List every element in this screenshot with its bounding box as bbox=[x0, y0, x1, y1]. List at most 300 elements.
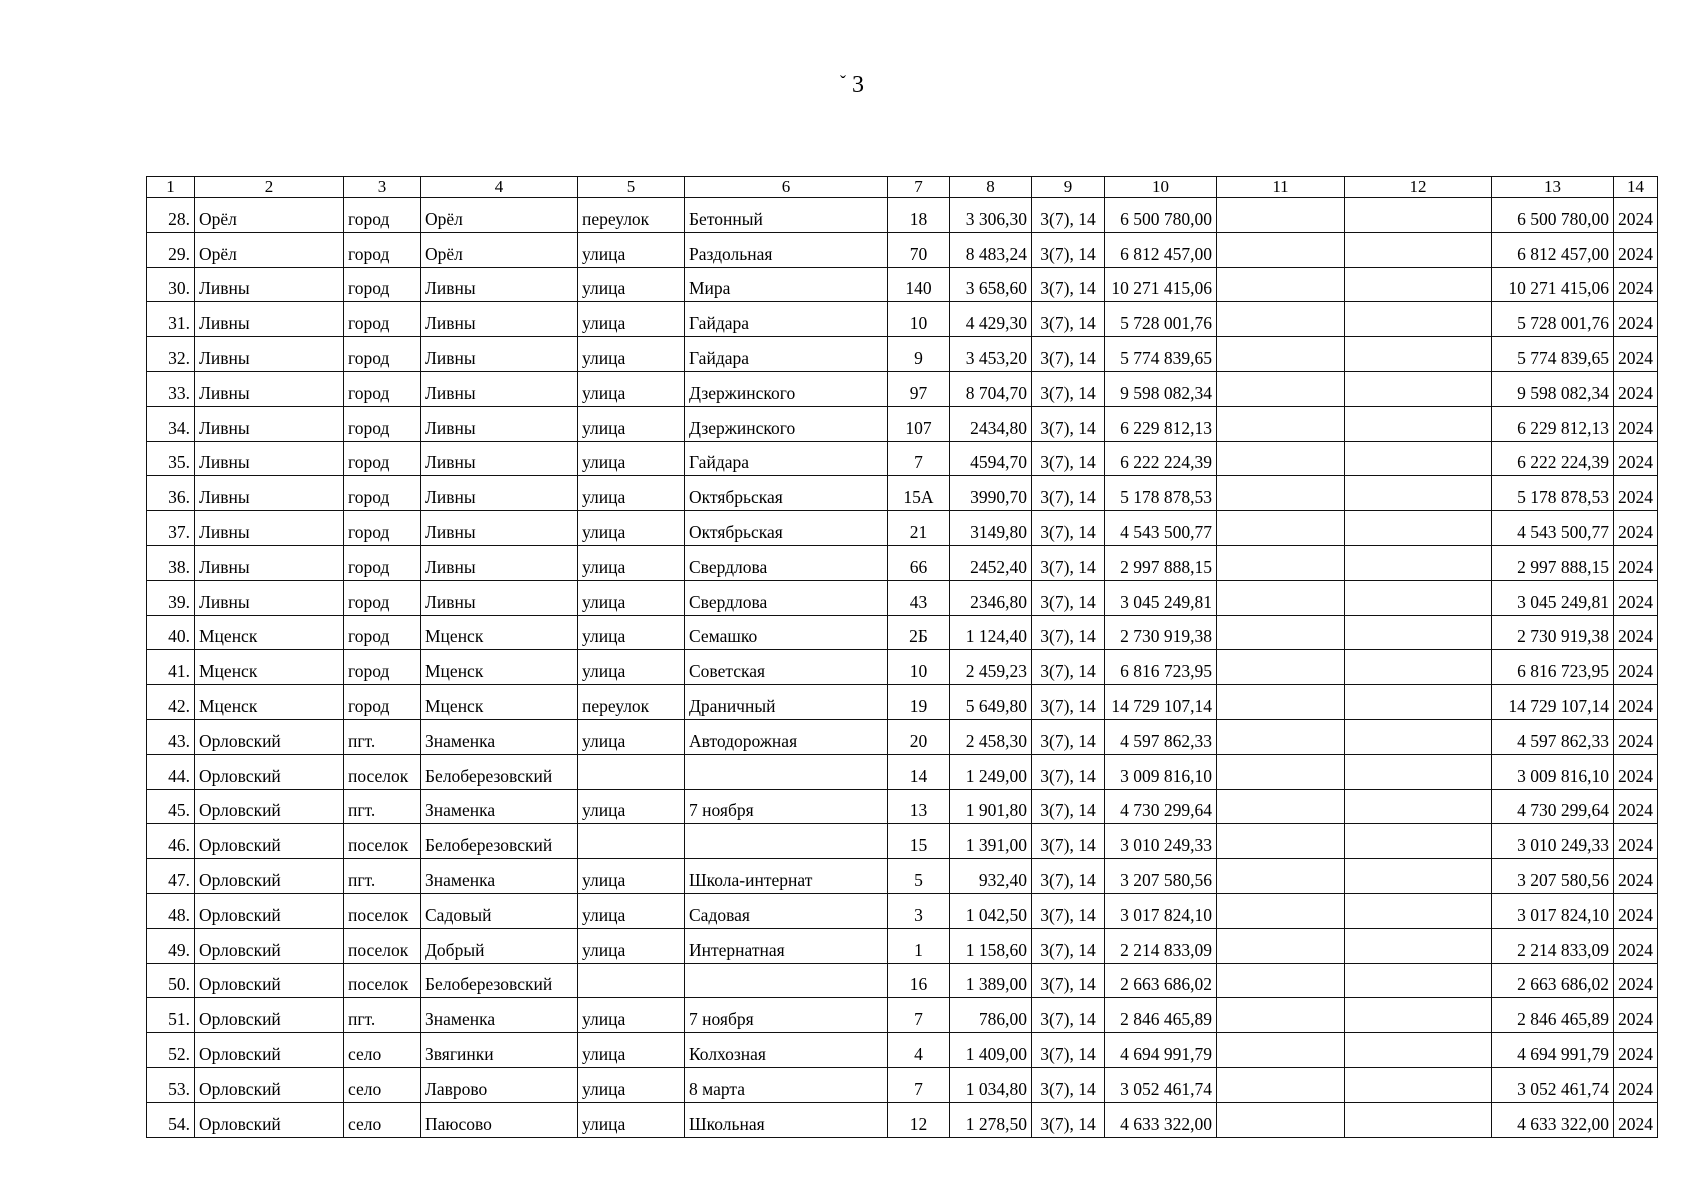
cell-year: 2024 bbox=[1614, 511, 1658, 546]
cell-street: Дзержинского bbox=[685, 406, 888, 441]
cell-legal-ref: 3(7), 14 bbox=[1032, 1067, 1105, 1102]
cell-col-11 bbox=[1217, 615, 1345, 650]
cell-district: Ливны bbox=[195, 371, 344, 406]
cell-legal-ref: 3(7), 14 bbox=[1032, 789, 1105, 824]
cell-col-11 bbox=[1217, 893, 1345, 928]
cell-street-type: улица bbox=[578, 302, 685, 337]
cell-house-number: 3 bbox=[888, 893, 950, 928]
cell-row-number: 33. bbox=[147, 371, 195, 406]
cell-col-12 bbox=[1345, 719, 1492, 754]
cell-year: 2024 bbox=[1614, 1033, 1658, 1068]
column-header-4: 4 bbox=[421, 177, 578, 198]
cell-cost: 3 207 580,56 bbox=[1105, 859, 1217, 894]
cell-settlement-type: город bbox=[344, 267, 421, 302]
table-row bbox=[147, 337, 1658, 372]
cell-house-number: 140 bbox=[888, 267, 950, 302]
cell-cost: 5 728 001,76 bbox=[1105, 302, 1217, 337]
cell-settlement: Знаменка bbox=[421, 998, 578, 1033]
cell-cost: 2 214 833,09 bbox=[1105, 928, 1217, 963]
cell-col-11 bbox=[1217, 824, 1345, 859]
cell-year: 2024 bbox=[1614, 998, 1658, 1033]
cell-col-11 bbox=[1217, 406, 1345, 441]
cell-settlement: Ливны bbox=[421, 441, 578, 476]
cell-row-number: 39. bbox=[147, 580, 195, 615]
cell-house-number: 97 bbox=[888, 371, 950, 406]
cell-district: Мценск bbox=[195, 650, 344, 685]
cell-house-number: 10 bbox=[888, 650, 950, 685]
cell-district: Орловский bbox=[195, 893, 344, 928]
cell-row-number: 30. bbox=[147, 267, 195, 302]
cell-street: 7 ноября bbox=[685, 998, 888, 1033]
table-row bbox=[147, 1067, 1658, 1102]
cell-cost: 5 178 878,53 bbox=[1105, 476, 1217, 511]
cell-street: Дзержинского bbox=[685, 371, 888, 406]
cell-row-number: 35. bbox=[147, 441, 195, 476]
cell-col-12 bbox=[1345, 928, 1492, 963]
cell-street-type: улица bbox=[578, 789, 685, 824]
column-header-2: 2 bbox=[195, 177, 344, 198]
cell-year: 2024 bbox=[1614, 302, 1658, 337]
cell-street-type: улица bbox=[578, 441, 685, 476]
cell-district: Орловский bbox=[195, 824, 344, 859]
cell-settlement-type: село bbox=[344, 1067, 421, 1102]
cell-area: 3 306,30 bbox=[950, 198, 1032, 233]
cell-total-cost: 2 663 686,02 bbox=[1492, 963, 1614, 998]
cell-total-cost: 3 017 824,10 bbox=[1492, 893, 1614, 928]
cell-street: Колхозная bbox=[685, 1033, 888, 1068]
cell-year: 2024 bbox=[1614, 198, 1658, 233]
cell-legal-ref: 3(7), 14 bbox=[1032, 267, 1105, 302]
cell-cost: 3 017 824,10 bbox=[1105, 893, 1217, 928]
cell-settlement-type: пгт. bbox=[344, 719, 421, 754]
cell-district: Ливны bbox=[195, 545, 344, 580]
table-body bbox=[147, 198, 1658, 1138]
cell-col-12 bbox=[1345, 267, 1492, 302]
cell-district: Орловский bbox=[195, 754, 344, 789]
table-row bbox=[147, 893, 1658, 928]
cell-total-cost: 6 500 780,00 bbox=[1492, 198, 1614, 233]
cell-district: Ливны bbox=[195, 302, 344, 337]
cell-row-number: 49. bbox=[147, 928, 195, 963]
cell-settlement: Ливны bbox=[421, 406, 578, 441]
cell-col-11 bbox=[1217, 685, 1345, 720]
cell-legal-ref: 3(7), 14 bbox=[1032, 998, 1105, 1033]
cell-cost: 10 271 415,06 bbox=[1105, 267, 1217, 302]
table-row bbox=[147, 198, 1658, 233]
cell-street-type bbox=[578, 963, 685, 998]
cell-street: Мира bbox=[685, 267, 888, 302]
cell-district: Ливны bbox=[195, 580, 344, 615]
cell-street: 8 марта bbox=[685, 1067, 888, 1102]
cell-settlement-type: город bbox=[344, 337, 421, 372]
cell-settlement-type: город bbox=[344, 302, 421, 337]
cell-area: 1 158,60 bbox=[950, 928, 1032, 963]
cell-total-cost: 9 598 082,34 bbox=[1492, 371, 1614, 406]
cell-street-type: улица bbox=[578, 998, 685, 1033]
cell-year: 2024 bbox=[1614, 928, 1658, 963]
cell-col-12 bbox=[1345, 963, 1492, 998]
cell-street-type: улица bbox=[578, 859, 685, 894]
cell-street-type: улица bbox=[578, 232, 685, 267]
cell-settlement-type: город bbox=[344, 232, 421, 267]
page-number-value: 3 bbox=[852, 72, 864, 98]
cell-district: Ливны bbox=[195, 337, 344, 372]
cell-settlement: Ливны bbox=[421, 476, 578, 511]
cell-total-cost: 4 633 322,00 bbox=[1492, 1102, 1614, 1137]
cell-cost: 6 500 780,00 bbox=[1105, 198, 1217, 233]
column-header-8: 8 bbox=[950, 177, 1032, 198]
cell-house-number: 43 bbox=[888, 580, 950, 615]
cell-street-type: улица bbox=[578, 545, 685, 580]
cell-total-cost: 6 222 224,39 bbox=[1492, 441, 1614, 476]
cell-district: Орловский bbox=[195, 719, 344, 754]
cell-cost: 2 730 919,38 bbox=[1105, 615, 1217, 650]
cell-street-type: улица bbox=[578, 511, 685, 546]
cell-cost: 3 009 816,10 bbox=[1105, 754, 1217, 789]
table-row bbox=[147, 406, 1658, 441]
cell-house-number: 12 bbox=[888, 1102, 950, 1137]
cell-area: 1 124,40 bbox=[950, 615, 1032, 650]
cell-col-11 bbox=[1217, 441, 1345, 476]
cell-legal-ref: 3(7), 14 bbox=[1032, 511, 1105, 546]
cell-area: 4 429,30 bbox=[950, 302, 1032, 337]
cell-total-cost: 2 730 919,38 bbox=[1492, 615, 1614, 650]
cell-col-12 bbox=[1345, 476, 1492, 511]
cell-year: 2024 bbox=[1614, 789, 1658, 824]
cell-street-type: улица bbox=[578, 719, 685, 754]
table-row bbox=[147, 302, 1658, 337]
cell-col-12 bbox=[1345, 302, 1492, 337]
cell-district: Ливны bbox=[195, 511, 344, 546]
cell-house-number: 19 bbox=[888, 685, 950, 720]
cell-area: 8 483,24 bbox=[950, 232, 1032, 267]
cell-year: 2024 bbox=[1614, 232, 1658, 267]
cell-total-cost: 3 052 461,74 bbox=[1492, 1067, 1614, 1102]
cell-col-11 bbox=[1217, 511, 1345, 546]
table-row bbox=[147, 789, 1658, 824]
cell-settlement: Орёл bbox=[421, 232, 578, 267]
cell-settlement: Знаменка bbox=[421, 859, 578, 894]
cell-col-12 bbox=[1345, 789, 1492, 824]
cell-settlement: Белоберезовский bbox=[421, 824, 578, 859]
cell-settlement-type: село bbox=[344, 1102, 421, 1137]
column-header-10: 10 bbox=[1105, 177, 1217, 198]
cell-area: 4594,70 bbox=[950, 441, 1032, 476]
cell-settlement: Мценск bbox=[421, 650, 578, 685]
cell-col-11 bbox=[1217, 371, 1345, 406]
cell-cost: 4 543 500,77 bbox=[1105, 511, 1217, 546]
page-number bbox=[0, 72, 1704, 99]
cell-district: Орловский bbox=[195, 789, 344, 824]
cell-house-number: 2Б bbox=[888, 615, 950, 650]
cell-area: 786,00 bbox=[950, 998, 1032, 1033]
cell-legal-ref: 3(7), 14 bbox=[1032, 1033, 1105, 1068]
cell-settlement: Ливны bbox=[421, 580, 578, 615]
cell-cost: 4 730 299,64 bbox=[1105, 789, 1217, 824]
cell-settlement: Звягинки bbox=[421, 1033, 578, 1068]
cell-settlement: Знаменка bbox=[421, 719, 578, 754]
cell-district: Орловский bbox=[195, 1067, 344, 1102]
table-row bbox=[147, 1033, 1658, 1068]
cell-house-number: 13 bbox=[888, 789, 950, 824]
table-row bbox=[147, 267, 1658, 302]
cell-settlement: Мценск bbox=[421, 685, 578, 720]
column-header-5: 5 bbox=[578, 177, 685, 198]
cell-cost: 4 694 991,79 bbox=[1105, 1033, 1217, 1068]
column-header-1: 1 bbox=[147, 177, 195, 198]
cell-house-number: 21 bbox=[888, 511, 950, 546]
cell-street-type: улица bbox=[578, 1102, 685, 1137]
cell-total-cost: 3 009 816,10 bbox=[1492, 754, 1614, 789]
cell-total-cost: 6 812 457,00 bbox=[1492, 232, 1614, 267]
table-row bbox=[147, 928, 1658, 963]
column-header-9: 9 bbox=[1032, 177, 1105, 198]
column-header-11: 11 bbox=[1217, 177, 1345, 198]
cell-col-12 bbox=[1345, 441, 1492, 476]
cell-settlement-type: город bbox=[344, 441, 421, 476]
column-header-7: 7 bbox=[888, 177, 950, 198]
cell-district: Ливны bbox=[195, 476, 344, 511]
cell-col-12 bbox=[1345, 650, 1492, 685]
cell-row-number: 43. bbox=[147, 719, 195, 754]
registry-table bbox=[146, 176, 1658, 1138]
cell-house-number: 10 bbox=[888, 302, 950, 337]
cell-total-cost: 4 543 500,77 bbox=[1492, 511, 1614, 546]
cell-district: Мценск bbox=[195, 615, 344, 650]
cell-street: Советская bbox=[685, 650, 888, 685]
table-row bbox=[147, 511, 1658, 546]
cell-area: 8 704,70 bbox=[950, 371, 1032, 406]
cell-cost: 9 598 082,34 bbox=[1105, 371, 1217, 406]
cell-total-cost: 14 729 107,14 bbox=[1492, 685, 1614, 720]
cell-legal-ref: 3(7), 14 bbox=[1032, 650, 1105, 685]
cell-total-cost: 3 207 580,56 bbox=[1492, 859, 1614, 894]
cell-col-11 bbox=[1217, 1067, 1345, 1102]
page-mark: ˇ bbox=[840, 72, 846, 92]
cell-row-number: 42. bbox=[147, 685, 195, 720]
cell-legal-ref: 3(7), 14 bbox=[1032, 893, 1105, 928]
cell-street: 7 ноября bbox=[685, 789, 888, 824]
cell-row-number: 46. bbox=[147, 824, 195, 859]
cell-street: Октябрьская bbox=[685, 476, 888, 511]
cell-area: 1 389,00 bbox=[950, 963, 1032, 998]
cell-house-number: 20 bbox=[888, 719, 950, 754]
cell-row-number: 28. bbox=[147, 198, 195, 233]
cell-house-number: 7 bbox=[888, 998, 950, 1033]
cell-year: 2024 bbox=[1614, 371, 1658, 406]
cell-street: Школа-интернат bbox=[685, 859, 888, 894]
cell-total-cost: 6 229 812,13 bbox=[1492, 406, 1614, 441]
cell-area: 1 409,00 bbox=[950, 1033, 1032, 1068]
cell-settlement: Ливны bbox=[421, 371, 578, 406]
cell-row-number: 54. bbox=[147, 1102, 195, 1137]
cell-street: Садовая bbox=[685, 893, 888, 928]
cell-house-number: 7 bbox=[888, 441, 950, 476]
cell-street: Интернатная bbox=[685, 928, 888, 963]
cell-col-12 bbox=[1345, 198, 1492, 233]
cell-legal-ref: 3(7), 14 bbox=[1032, 545, 1105, 580]
cell-area: 1 391,00 bbox=[950, 824, 1032, 859]
table-row bbox=[147, 859, 1658, 894]
cell-settlement: Орёл bbox=[421, 198, 578, 233]
cell-district: Ливны bbox=[195, 441, 344, 476]
cell-street-type: улица bbox=[578, 650, 685, 685]
cell-settlement: Знаменка bbox=[421, 789, 578, 824]
cell-house-number: 18 bbox=[888, 198, 950, 233]
cell-year: 2024 bbox=[1614, 476, 1658, 511]
cell-col-12 bbox=[1345, 685, 1492, 720]
cell-area: 2434,80 bbox=[950, 406, 1032, 441]
cell-total-cost: 5 728 001,76 bbox=[1492, 302, 1614, 337]
cell-total-cost: 2 846 465,89 bbox=[1492, 998, 1614, 1033]
cell-cost: 4 597 862,33 bbox=[1105, 719, 1217, 754]
table-row bbox=[147, 441, 1658, 476]
cell-street-type: переулок bbox=[578, 685, 685, 720]
cell-col-12 bbox=[1345, 511, 1492, 546]
cell-total-cost: 6 816 723,95 bbox=[1492, 650, 1614, 685]
cell-district: Ливны bbox=[195, 406, 344, 441]
cell-house-number: 16 bbox=[888, 963, 950, 998]
cell-legal-ref: 3(7), 14 bbox=[1032, 685, 1105, 720]
cell-area: 3990,70 bbox=[950, 476, 1032, 511]
cell-legal-ref: 3(7), 14 bbox=[1032, 406, 1105, 441]
cell-legal-ref: 3(7), 14 bbox=[1032, 615, 1105, 650]
cell-district: Орловский bbox=[195, 998, 344, 1033]
cell-row-number: 32. bbox=[147, 337, 195, 372]
cell-row-number: 53. bbox=[147, 1067, 195, 1102]
cell-street: Гайдара bbox=[685, 441, 888, 476]
cell-legal-ref: 3(7), 14 bbox=[1032, 963, 1105, 998]
cell-settlement-type: город bbox=[344, 580, 421, 615]
table-row bbox=[147, 824, 1658, 859]
cell-district: Мценск bbox=[195, 685, 344, 720]
cell-col-11 bbox=[1217, 232, 1345, 267]
cell-street: Свердлова bbox=[685, 580, 888, 615]
cell-street-type: улица bbox=[578, 893, 685, 928]
cell-row-number: 44. bbox=[147, 754, 195, 789]
cell-year: 2024 bbox=[1614, 267, 1658, 302]
cell-legal-ref: 3(7), 14 bbox=[1032, 441, 1105, 476]
column-header-14: 14 bbox=[1614, 177, 1658, 198]
cell-settlement: Садовый bbox=[421, 893, 578, 928]
cell-settlement-type: город bbox=[344, 371, 421, 406]
cell-col-12 bbox=[1345, 337, 1492, 372]
cell-year: 2024 bbox=[1614, 719, 1658, 754]
cell-house-number: 14 bbox=[888, 754, 950, 789]
cell-house-number: 15А bbox=[888, 476, 950, 511]
cell-district: Орёл bbox=[195, 232, 344, 267]
cell-settlement-type: город bbox=[344, 476, 421, 511]
cell-settlement-type: город bbox=[344, 406, 421, 441]
cell-year: 2024 bbox=[1614, 580, 1658, 615]
cell-settlement-type: пгт. bbox=[344, 859, 421, 894]
cell-col-12 bbox=[1345, 1033, 1492, 1068]
cell-year: 2024 bbox=[1614, 615, 1658, 650]
cell-year: 2024 bbox=[1614, 893, 1658, 928]
cell-area: 1 278,50 bbox=[950, 1102, 1032, 1137]
cell-settlement-type: пгт. bbox=[344, 789, 421, 824]
cell-cost: 14 729 107,14 bbox=[1105, 685, 1217, 720]
cell-year: 2024 bbox=[1614, 545, 1658, 580]
cell-street bbox=[685, 824, 888, 859]
table-row bbox=[147, 719, 1658, 754]
cell-row-number: 51. bbox=[147, 998, 195, 1033]
cell-settlement: Белоберезовский bbox=[421, 963, 578, 998]
cell-house-number: 70 bbox=[888, 232, 950, 267]
table-row bbox=[147, 371, 1658, 406]
cell-settlement: Лаврово bbox=[421, 1067, 578, 1102]
cell-street-type: улица bbox=[578, 337, 685, 372]
cell-total-cost: 4 694 991,79 bbox=[1492, 1033, 1614, 1068]
cell-legal-ref: 3(7), 14 bbox=[1032, 302, 1105, 337]
cell-col-11 bbox=[1217, 1033, 1345, 1068]
cell-settlement: Ливны bbox=[421, 511, 578, 546]
cell-col-12 bbox=[1345, 1102, 1492, 1137]
table-row bbox=[147, 545, 1658, 580]
table-row bbox=[147, 685, 1658, 720]
cell-cost: 6 812 457,00 bbox=[1105, 232, 1217, 267]
cell-street-type: улица bbox=[578, 476, 685, 511]
cell-area: 932,40 bbox=[950, 859, 1032, 894]
cell-street: Семашко bbox=[685, 615, 888, 650]
cell-col-11 bbox=[1217, 267, 1345, 302]
cell-settlement: Белоберезовский bbox=[421, 754, 578, 789]
cell-area: 2 458,30 bbox=[950, 719, 1032, 754]
cell-district: Орловский bbox=[195, 1033, 344, 1068]
cell-year: 2024 bbox=[1614, 859, 1658, 894]
cell-street-type: переулок bbox=[578, 198, 685, 233]
cell-settlement-type: поселок bbox=[344, 824, 421, 859]
cell-col-12 bbox=[1345, 371, 1492, 406]
cell-district: Орловский bbox=[195, 963, 344, 998]
table-row bbox=[147, 615, 1658, 650]
cell-year: 2024 bbox=[1614, 650, 1658, 685]
cell-house-number: 66 bbox=[888, 545, 950, 580]
cell-house-number: 107 bbox=[888, 406, 950, 441]
cell-total-cost: 5 178 878,53 bbox=[1492, 476, 1614, 511]
cell-cost: 6 229 812,13 bbox=[1105, 406, 1217, 441]
cell-settlement: Ливны bbox=[421, 302, 578, 337]
cell-col-12 bbox=[1345, 824, 1492, 859]
cell-street: Автодорожная bbox=[685, 719, 888, 754]
cell-col-12 bbox=[1345, 580, 1492, 615]
cell-legal-ref: 3(7), 14 bbox=[1032, 371, 1105, 406]
cell-district: Орловский bbox=[195, 859, 344, 894]
cell-legal-ref: 3(7), 14 bbox=[1032, 198, 1105, 233]
cell-col-11 bbox=[1217, 963, 1345, 998]
cell-col-11 bbox=[1217, 545, 1345, 580]
cell-total-cost: 2 214 833,09 bbox=[1492, 928, 1614, 963]
cell-house-number: 4 bbox=[888, 1033, 950, 1068]
cell-year: 2024 bbox=[1614, 1102, 1658, 1137]
cell-street-type: улица bbox=[578, 406, 685, 441]
cell-year: 2024 bbox=[1614, 963, 1658, 998]
cell-legal-ref: 3(7), 14 bbox=[1032, 580, 1105, 615]
cell-house-number: 5 bbox=[888, 859, 950, 894]
cell-settlement: Ливны bbox=[421, 545, 578, 580]
table-row bbox=[147, 1102, 1658, 1137]
cell-street: Свердлова bbox=[685, 545, 888, 580]
cell-district: Ливны bbox=[195, 267, 344, 302]
cell-row-number: 41. bbox=[147, 650, 195, 685]
cell-total-cost: 4 597 862,33 bbox=[1492, 719, 1614, 754]
cell-legal-ref: 3(7), 14 bbox=[1032, 476, 1105, 511]
cell-district: Орловский bbox=[195, 928, 344, 963]
cell-col-11 bbox=[1217, 998, 1345, 1033]
cell-settlement: Мценск bbox=[421, 615, 578, 650]
cell-col-12 bbox=[1345, 545, 1492, 580]
cell-year: 2024 bbox=[1614, 754, 1658, 789]
